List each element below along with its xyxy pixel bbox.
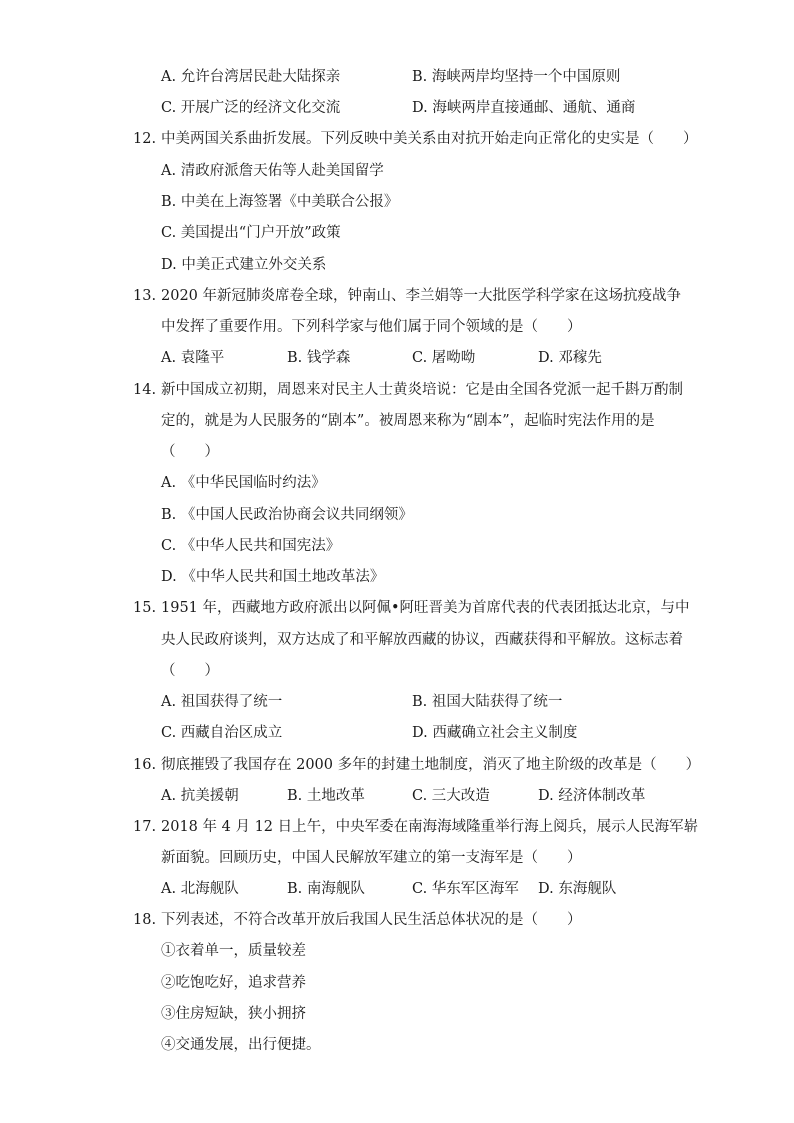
question-stem: 1951 年，西藏地方政府派出以阿佩•阿旺晋美为首席代表的代表团抵达北京，与中 (161, 600, 690, 616)
question-number: 17. (133, 819, 157, 835)
question-stem: 定的，就是为人民服务的“剧本”。被周恩来称为“剧本”，起临时宪法作用的是 (161, 413, 655, 429)
question-stem: 新中国成立初期，周恩来对民主人士黄炎培说：它是由全国各党派一起千斟万酌制 (161, 382, 683, 398)
option-b: B. 中美在上海签署《中美联合公报》 (161, 194, 399, 210)
option-b: B. 钱学森 (287, 350, 351, 366)
option-c: C. 西藏自治区成立 (161, 725, 283, 741)
option-b: B. 南海舰队 (287, 881, 365, 897)
statement-item: ①衣着单一，质量较差 (161, 943, 306, 959)
question-number: 18. (133, 912, 157, 928)
option-c: C. 三大改造 (412, 788, 490, 804)
question-stem: 央人民政府谈判，双方达成了和平解放西藏的协议，西藏获得和平解放。这标志着 (161, 632, 683, 648)
statement-item: ④交通发展，出行便捷。 (161, 1037, 321, 1053)
option-c: C. 开展广泛的经济文化交流 (161, 100, 341, 116)
option-d: D. 海峡两岸直接通邮、通航、通商 (412, 100, 636, 116)
question-stem: （ ） (161, 663, 219, 679)
option-a: A. 清政府派詹天佑等人赴美国留学 (161, 163, 384, 179)
option-d: D. 东海舰队 (538, 881, 617, 897)
option-a: A. 袁隆平 (161, 350, 225, 366)
option-a: A. 抗美援朝 (161, 788, 239, 804)
option-d: D. 《中华人民共和国土地改革法》 (161, 569, 385, 585)
question-number: 15. (133, 600, 157, 616)
option-a: A. 允许台湾居民赴大陆探亲 (161, 69, 341, 85)
question-number: 16. (133, 757, 157, 773)
question-number: 13. (133, 288, 157, 304)
option-a: A. 祖国获得了统一 (161, 694, 283, 710)
question-stem: 彻底摧毁了我国存在 2000 多年的封建土地制度，消灭了地主阶级的改革是（ ） (161, 757, 701, 773)
question-stem: 中美两国关系曲折发展。下列反映中美关系由对抗开始走向正常化的史实是（ ） (161, 131, 698, 147)
option-d: D. 西藏确立社会主义制度 (412, 725, 578, 741)
option-b: B. 祖国大陆获得了统一 (412, 694, 563, 710)
option-c: C. 华东军区海军 (412, 881, 519, 897)
option-a: A. 北海舰队 (161, 881, 239, 897)
option-b: B. 《中国人民政治协商会议共同纲领》 (161, 507, 413, 523)
option-a: A. 《中华民国临时约法》 (161, 475, 326, 491)
question-stem: 新面貌。回顾历史，中国人民解放军建立的第一支海军是（ ） (161, 850, 582, 866)
statement-item: ③住房短缺，狭小拥挤 (161, 1006, 306, 1022)
option-c: C. 屠呦呦 (412, 350, 476, 366)
question-stem: 2020 年新冠肺炎席卷全球，钟南山、李兰娟等一大批医学科学家在这场抗疫战争 (161, 288, 682, 304)
option-d: D. 中美正式建立外交关系 (161, 257, 327, 273)
option-d: D. 邓稼先 (538, 350, 602, 366)
option-c: C. 《中华人民共和国宪法》 (161, 538, 341, 554)
option-c: C. 美国提出“门户开放”政策 (161, 225, 341, 241)
question-stem: 2018 年 4 月 12 日上午，中央军委在南海海域隆重举行海上阅兵，展示人民海军崭 (161, 819, 699, 835)
option-d: D. 经济体制改革 (538, 788, 646, 804)
question-stem: 中发挥了重要作用。下列科学家与他们属于同个领域的是（ ） (161, 319, 582, 335)
option-b: B. 土地改革 (287, 788, 365, 804)
question-stem: 下列表述，不符合改革开放后我国人民生活总体状况的是（ ） (161, 912, 582, 928)
question-number: 14. (133, 382, 157, 398)
option-b: B. 海峡两岸均坚持一个中国原则 (412, 69, 621, 85)
statement-item: ②吃饱吃好，追求营养 (161, 975, 306, 991)
question-number: 12. (133, 131, 157, 147)
question-stem: （ ） (161, 444, 219, 460)
